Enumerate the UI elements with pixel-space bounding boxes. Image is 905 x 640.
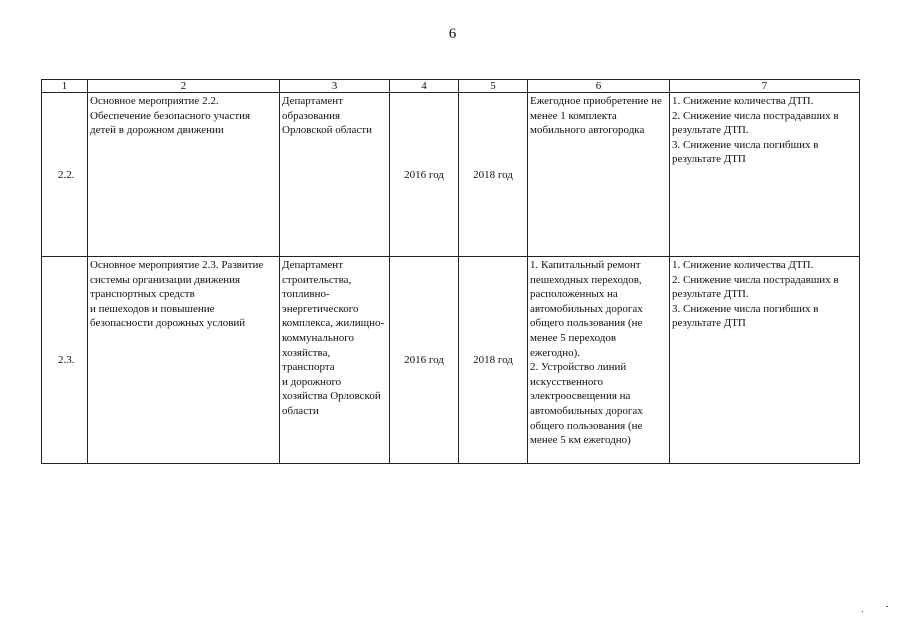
- row-number: 2.3.: [42, 257, 88, 464]
- scan-speck: [862, 611, 863, 612]
- program-activities-table: [41, 79, 860, 464]
- page-number: 6: [448, 26, 457, 42]
- column-header: 2: [88, 80, 280, 93]
- indicators-cell: 1. Снижение количества ДТП. 2. Снижение числа пострадавших в результате ДТП. 3. Снижение числа погибших в результате ДТП: [670, 257, 860, 464]
- column-header: 6: [528, 80, 670, 93]
- column-header: 7: [670, 80, 860, 93]
- column-header: 5: [459, 80, 528, 93]
- expected-result-cell: 1. Капитальный ремонт пешеходных переходов, расположенных на автомобильных дорогах общего пользования (не менее 5 переходов ежегодно). 2. Устройство линий искусственного электроосвещения на автомобильных дорогах общего пользования (не менее 5 км ежегодно): [528, 257, 670, 464]
- executor-cell: Департамент образования Орловской области: [280, 93, 390, 257]
- activity-cell: Основное мероприятие 2.2. Обеспечение безопасного участия детей в дорожном движении: [88, 93, 280, 257]
- activity-cell: Основное мероприятие 2.3. Развитие системы организации движения транспортных средств и пешеходов и повышение безопасности дорожных условий: [88, 257, 280, 464]
- table-row: [42, 257, 860, 464]
- column-header: 4: [390, 80, 459, 93]
- table-header-row: [42, 80, 860, 93]
- start-year-cell: 2016 год: [390, 257, 459, 464]
- executor-cell: Департамент строительства, топливно- энергетического комплекса, жилищно- коммунального хозяйства, транспорта и дорожного хозяйства Орловской области: [280, 257, 390, 464]
- expected-result-cell: Ежегодное приобретение не менее 1 комплекта мобильного автогородка: [528, 93, 670, 257]
- column-header: 3: [280, 80, 390, 93]
- end-year-cell: 2018 год: [459, 93, 528, 257]
- indicators-cell: 1. Снижение количества ДТП. 2. Снижение числа пострадавших в результате ДТП. 3. Снижение числа погибших в результате ДТП: [670, 93, 860, 257]
- scan-speck: [886, 606, 888, 607]
- column-header: 1: [42, 80, 88, 93]
- table-row: [42, 93, 860, 257]
- start-year-cell: 2016 год: [390, 93, 459, 257]
- end-year-cell: 2018 год: [459, 257, 528, 464]
- row-number: 2.2.: [42, 93, 88, 257]
